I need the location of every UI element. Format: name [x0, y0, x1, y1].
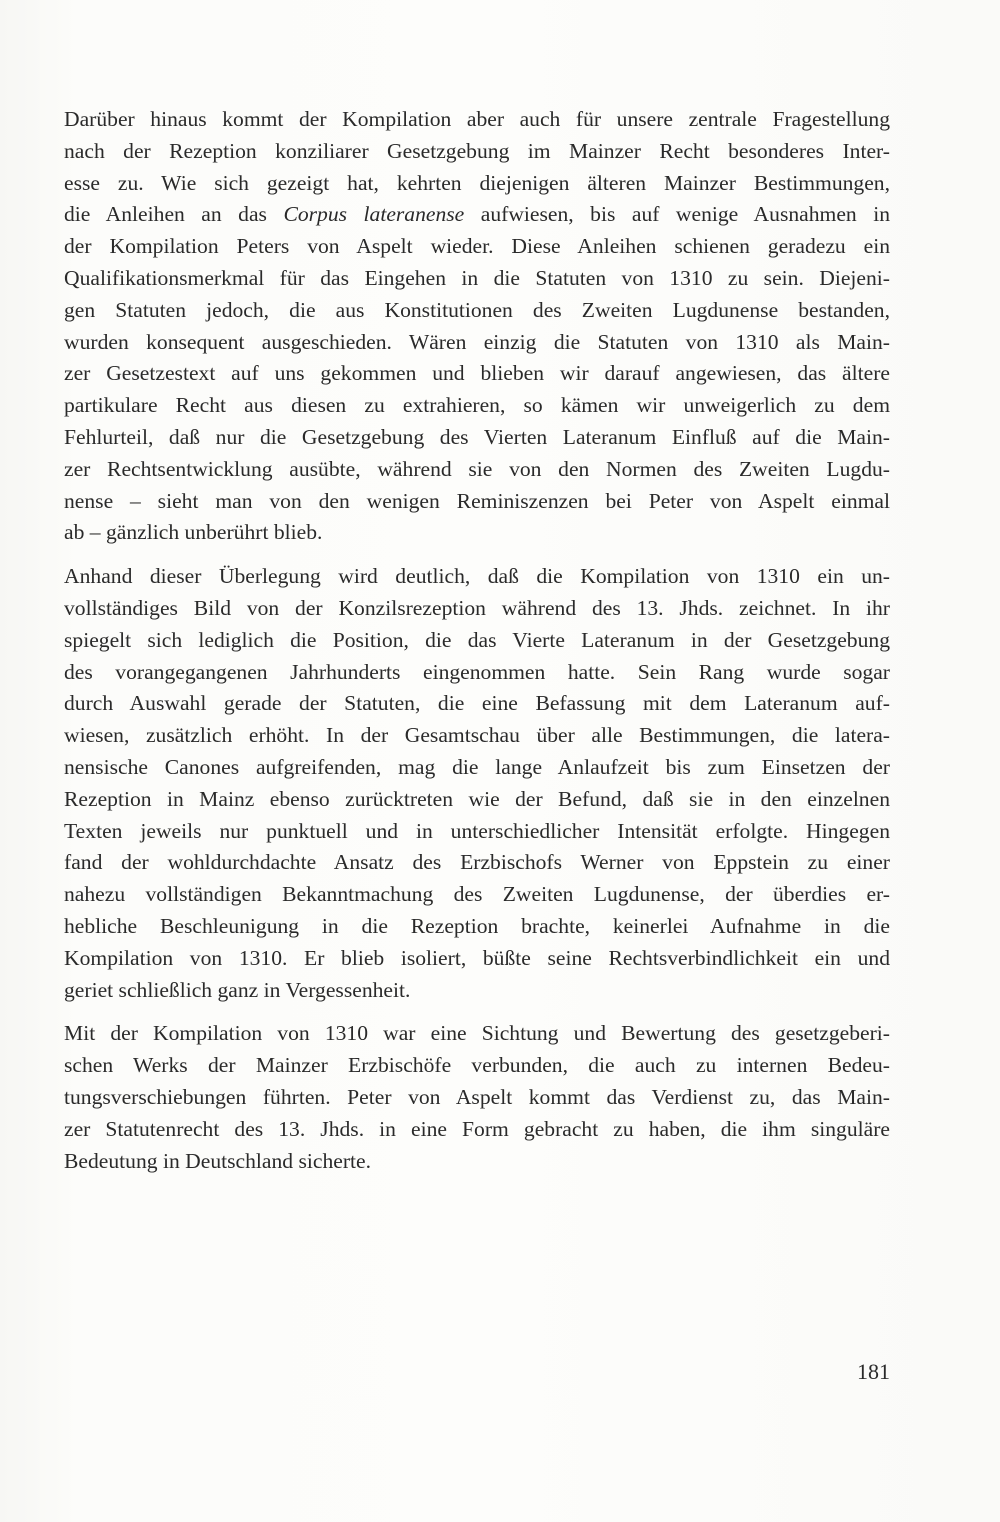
text-line: zer Statutenrecht des 13. Jhds. in eine Form gebracht zu haben, die ihm singuläre	[64, 1116, 890, 1141]
text-line: Anhand dieser Überlegung wird deutlich, daß die Kompilation von 1310 ein un-	[64, 564, 890, 589]
text-line: esse zu. Wie sich gezeigt hat, kehrten diejenigen älteren Mainzer Bestimmungen,	[64, 170, 890, 195]
paragraph-3	[64, 1018, 890, 1177]
text-line: der Kompilation Peters von Aspelt wieder. Diese Anleihen schienen geradezu ein	[64, 234, 890, 259]
body-text	[64, 104, 890, 1189]
text-line: nach der Rezeption konziliarer Gesetzgebung im Mainzer Recht besonderes Inter-	[64, 138, 890, 163]
text-line: vollständiges Bild von der Konzilsrezeption während des 13. Jhds. zeichnet. In ihr	[64, 595, 890, 620]
text-line: durch Auswahl gerade der Statuten, die eine Befassung mit dem Lateranum auf-	[64, 691, 890, 716]
text-line: zer Rechtsentwicklung ausübte, während sie von den Normen des Zweiten Lugdu-	[64, 456, 890, 481]
text-line: tungsverschiebungen führten. Peter von Aspelt kommt das Verdienst zu, das Main-	[64, 1084, 890, 1109]
text-line: hebliche Beschleunigung in die Rezeption brachte, keinerlei Aufnahme in die	[64, 913, 890, 938]
text-line: Kompilation von 1310. Er blieb isoliert, büßte seine Rechtsverbindlichkeit ein und	[64, 945, 890, 970]
text-line: wiesen, zusätzlich erhöht. In der Gesamtschau über alle Bestimmungen, die latera-	[64, 723, 890, 748]
text-line: nahezu vollständigen Bekanntmachung des Zweiten Lugdunense, der überdies er-	[64, 882, 890, 907]
text-line: geriet schließlich ganz in Vergessenheit.	[64, 977, 411, 1002]
text-line	[64, 199, 890, 231]
text-line: Rezeption in Mainz ebenso zurücktreten wie der Befund, daß sie in den einzelnen	[64, 786, 890, 811]
paragraph-1	[64, 104, 890, 549]
text-segment: aufwiesen, bis auf wenige Ausnahmen in	[464, 202, 890, 227]
text-line: gen Statuten jedoch, die aus Konstitutionen des Zweiten Lugdunense bestanden,	[64, 297, 890, 322]
text-line: spiegelt sich lediglich die Position, die das Vierte Lateranum in der Gesetzgebung	[64, 627, 890, 652]
text-line: partikulare Recht aus diesen zu extrahieren, so kämen wir unweigerlich zu dem	[64, 393, 890, 418]
text-line: des vorangegangenen Jahrhunderts eingenommen hatte. Sein Rang wurde sogar	[64, 659, 890, 684]
text-line: Fehlurteil, daß nur die Gesetzgebung des Vierten Lateranum Einfluß auf die Main-	[64, 424, 890, 449]
text-line: Bedeutung in Deutschland sicherte.	[64, 1148, 372, 1173]
page-number: 181	[857, 1359, 890, 1384]
italic-title: Corpus lateranense	[283, 202, 465, 227]
text-line: Texten jeweils nur punktuell und in unterschiedlicher Intensität erfolgte. Hingegen	[64, 818, 890, 843]
text-line: schen Werks der Mainzer Erzbischöfe verbunden, die auch zu internen Bedeu-	[64, 1053, 890, 1078]
text-segment: die Anleihen an das	[64, 202, 284, 227]
text-line: wurden konsequent ausgeschieden. Wären einzig die Statuten von 1310 als Main-	[64, 329, 890, 354]
text-line: nense – sieht man von den wenigen Reminiszenzen bei Peter von Aspelt einmal	[64, 488, 890, 513]
paragraph-2	[64, 561, 890, 1006]
text-line: Mit der Kompilation von 1310 war eine Sichtung und Bewertung des gesetzgeberi-	[64, 1021, 890, 1046]
text-line: zer Gesetzestext auf uns gekommen und blieben wir darauf angewiesen, das ältere	[64, 361, 890, 386]
text-line: Darüber hinaus kommt der Kompilation aber auch für unsere zentrale Fragestellung	[64, 107, 890, 131]
text-line: Qualifikationsmerkmal für das Eingehen in die Statuten von 1310 zu sein. Diejeni-	[64, 265, 890, 290]
text-line: fand der wohldurchdachte Ansatz des Erzbischofs Werner von Eppstein zu einer	[64, 850, 890, 875]
text-line: nensische Canones aufgreifenden, mag die lange Anlaufzeit bis zum Einsetzen der	[64, 754, 890, 779]
text-line: ab – gänzlich unberührt blieb.	[64, 520, 323, 545]
